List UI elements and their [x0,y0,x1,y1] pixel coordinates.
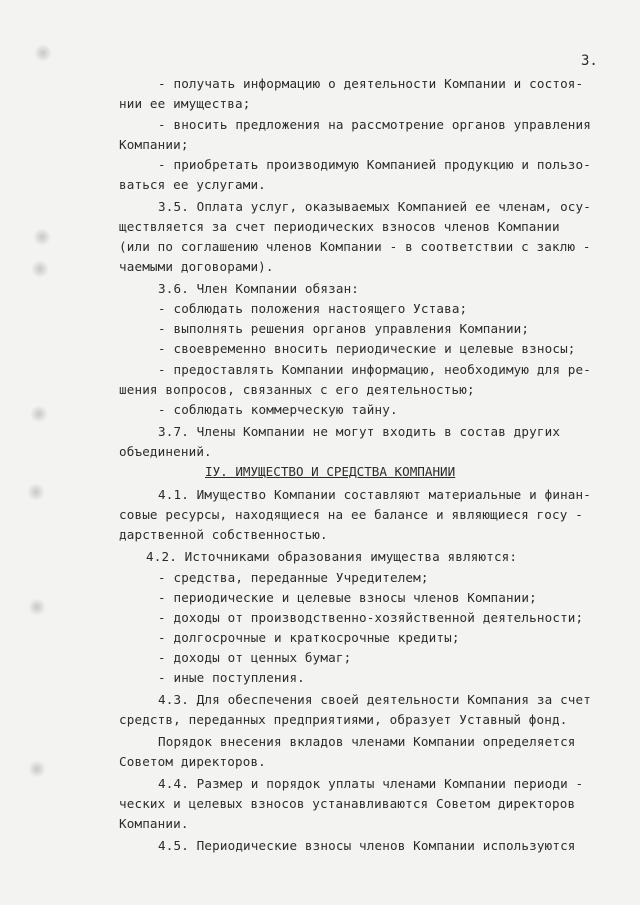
text-line: - долгосрочные и краткосрочные кредиты; [158,630,460,645]
page-number: 3. [581,53,598,69]
text-line: 4.3. Для обеспечения своей деятельности Компания за счет [158,692,591,707]
text-line: 3.5. Оплата услуг, оказываемых Компанией ее членам, осу- [158,199,591,214]
text-line: - выполнять решения органов управления Компании; [158,321,530,336]
text-line: - предоставлять Компании информацию, необходимую для ре- [158,362,591,377]
text-line: нии ее имущества; [119,96,251,111]
text-line: - своевременно вносить периодические и целевые взносы; [158,341,576,356]
text-line: 4.1. Имущество Компании составляют материальные и финан- [158,487,591,502]
text-line: - соблюдать коммерческую тайну. [158,402,398,417]
text-line: - приобретать производимую Компанией продукцию и пользо- [158,157,591,172]
binding-hole-mark [33,228,51,246]
text-line: - соблюдать положения настоящего Устава; [158,301,468,316]
binding-hole-mark [31,260,49,278]
text-line: - иные поступления. [158,670,305,685]
binding-hole-mark [30,405,48,423]
text-line: чаемыми договорами). [119,259,274,274]
text-line: 3.7. Члены Компании не могут входить в состав других [158,424,561,439]
binding-hole-mark [34,44,52,62]
text-line: ществляется за счет периодических взносов членов Компании [119,219,560,234]
binding-hole-mark [27,483,45,501]
binding-hole-mark [28,598,46,616]
text-line: средств, переданных предприятиями, образует Уставный фонд. [119,712,568,727]
text-line: 3.6. Член Компании обязан: [158,281,360,296]
text-line: (или по соглашению членов Компании - в соответствии с заклю - [119,239,591,254]
text-line: - вносить предложения на рассмотрение органов управления [158,117,591,132]
text-line: 4.2. Источниками образования имущества являются: [146,549,518,564]
text-line: Компании. [119,816,189,831]
text-line: дарственной собственностью. [119,527,328,542]
text-line: - доходы от ценных бумаг; [158,650,352,665]
text-line: 4.4. Размер и порядок уплаты членами Компании периоди - [158,776,584,791]
section-heading: IУ. ИМУЩЕСТВО И СРЕДСТВА КОМПАНИИ [205,464,456,479]
text-line: - доходы от производственно-хозяйственной деятельности; [158,610,584,625]
text-line: Порядок внесения вкладов членами Компании определяется [158,734,576,749]
text-line: Советом директоров. [119,754,266,769]
text-line: ваться ее услугами. [119,177,266,192]
binding-hole-mark [28,760,46,778]
text-line: - средства, переданные Учредителем; [158,570,429,585]
text-line: Компании; [119,137,189,152]
text-line: совые ресурсы, находящиеся на ее балансе и являющиеся госу - [119,507,583,522]
text-line: - периодические и целевые взносы членов Компании; [158,590,537,605]
text-line: - получать информацию о деятельности Компании и состоя- [158,76,584,91]
text-line: 4.5. Периодические взносы членов Компании используются [158,838,576,853]
text-line: объединений. [119,444,212,459]
text-line: ческих и целевых взносов устанавливаются Советом директоров [119,796,576,811]
text-line: шения вопросов, связанных с его деятельностью; [119,382,475,397]
